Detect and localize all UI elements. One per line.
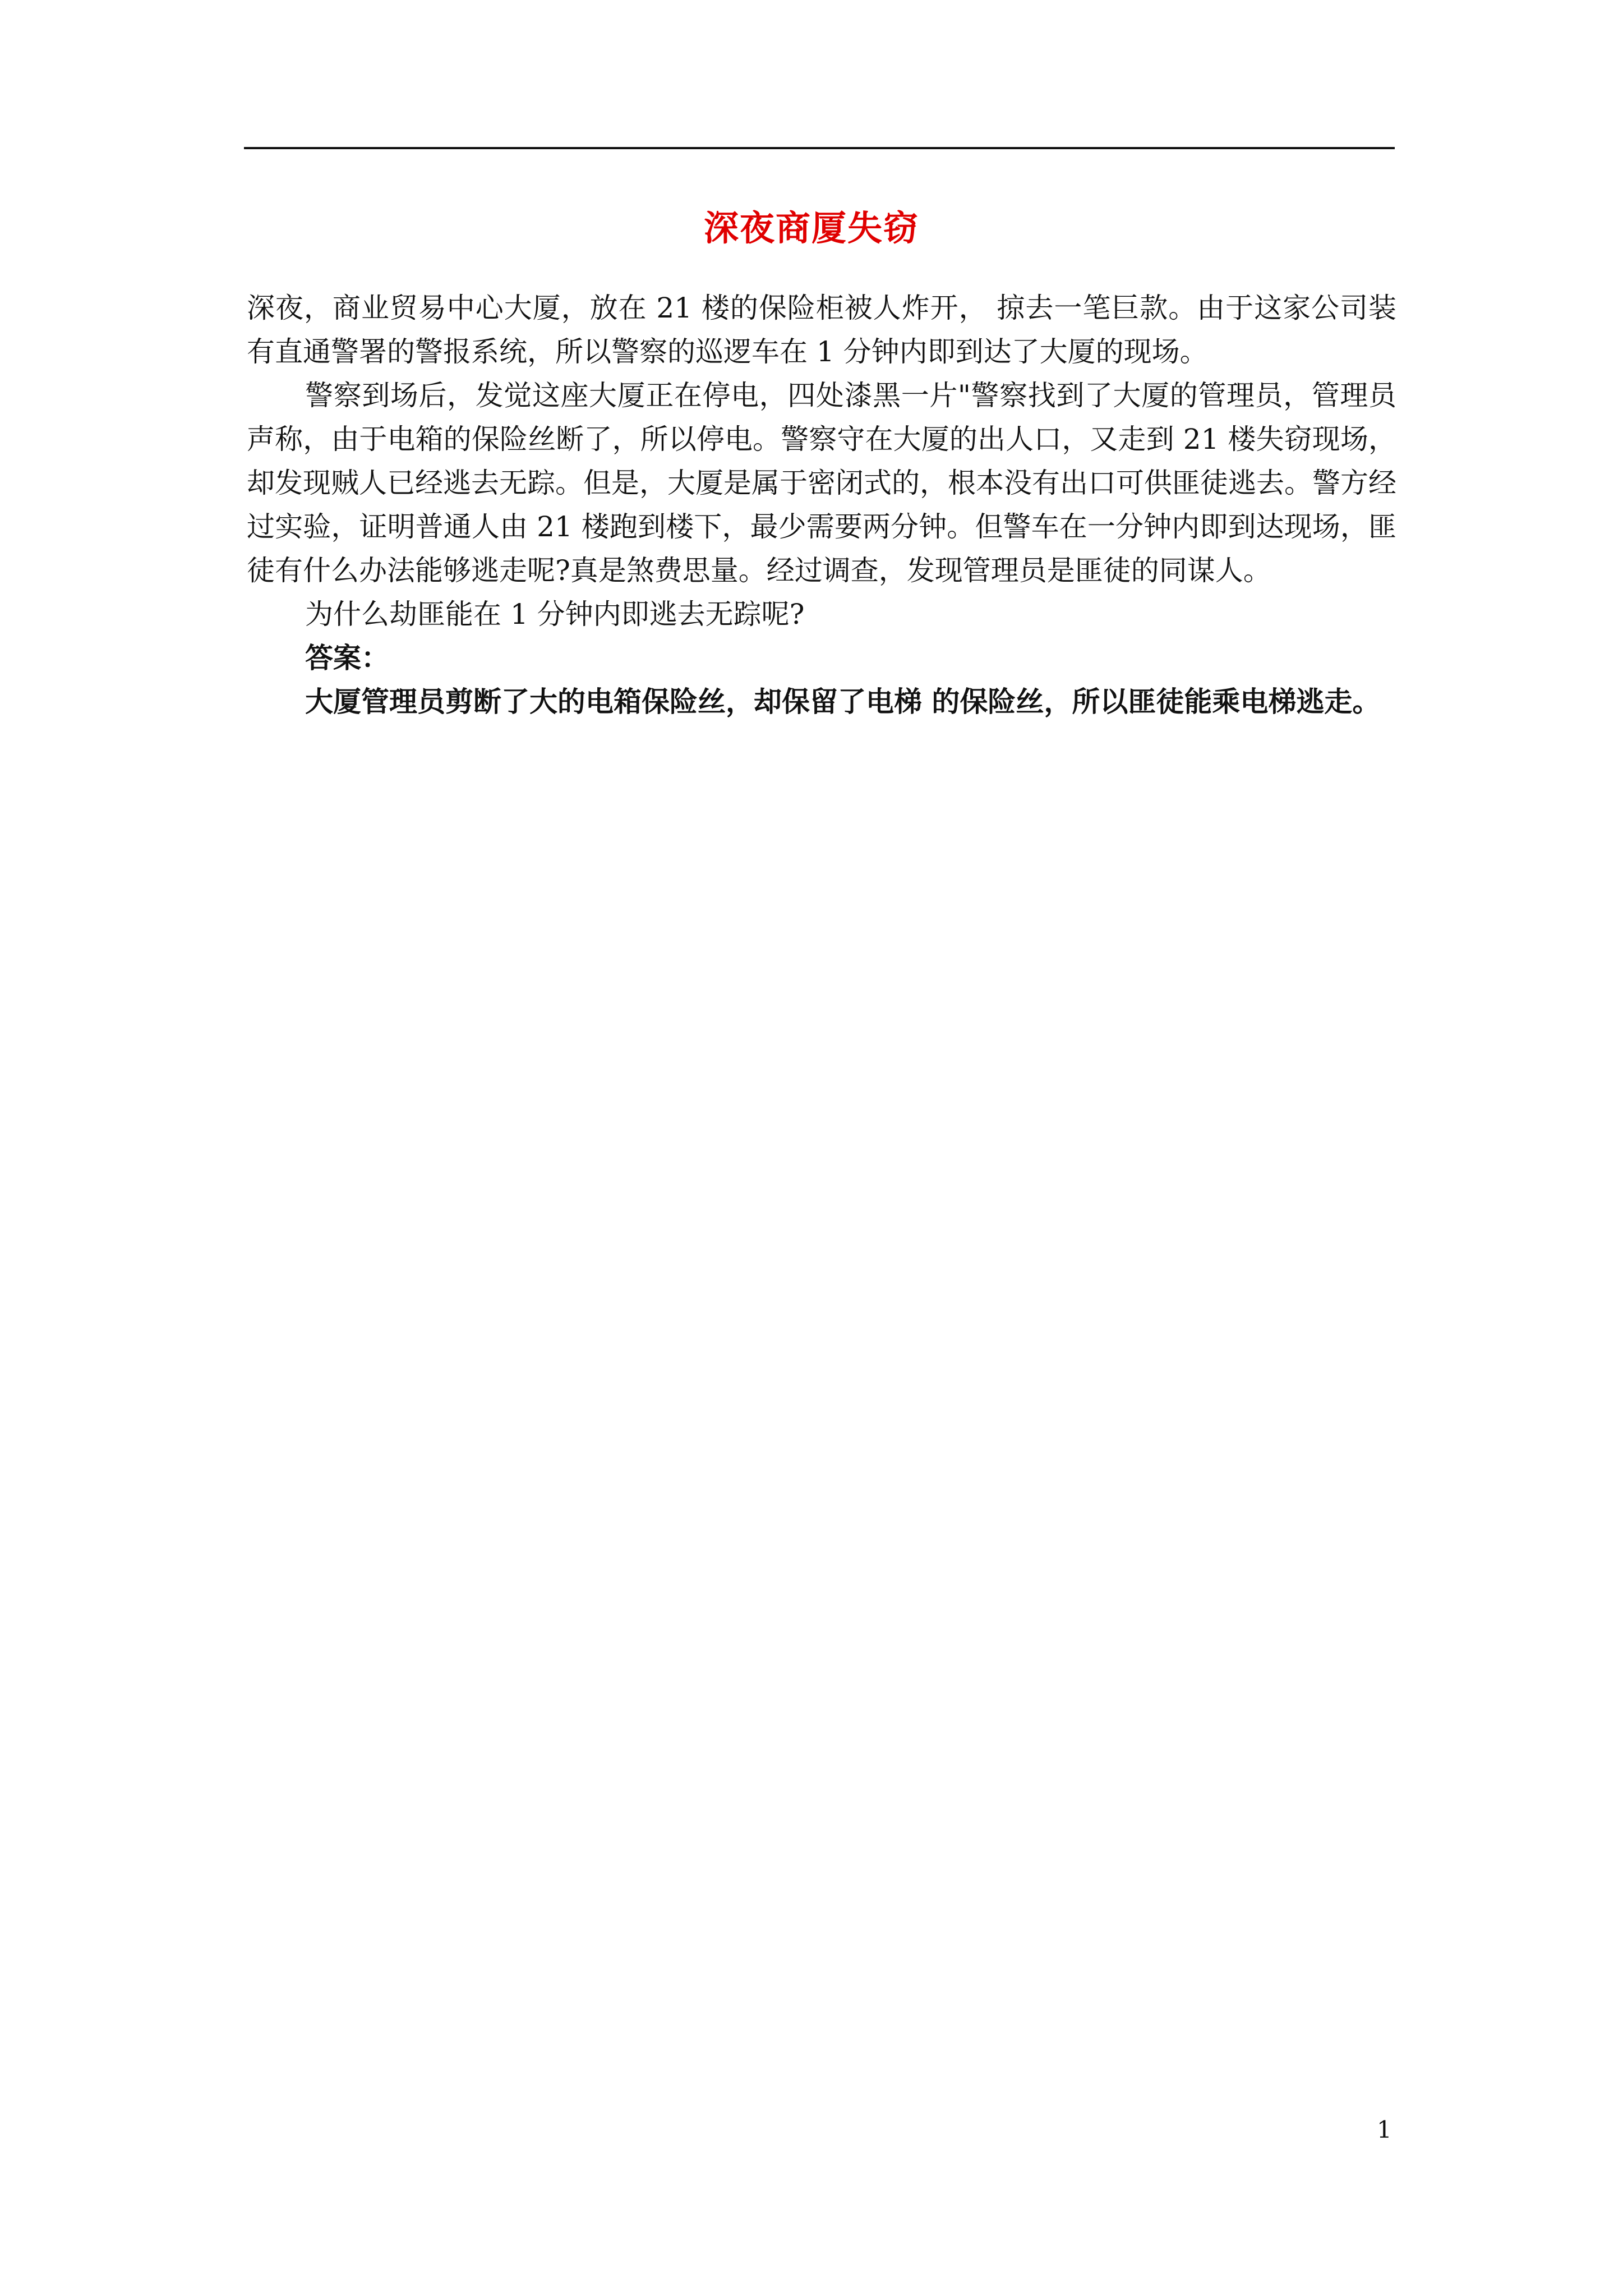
paragraph-1: 深夜，商业贸易中心大厦，放在 21 楼的保险柜被人炸开， 掠去一笔巨款。由于这家公司装有直通警署的警报系统，所以警察的巡逻车在 1 分钟内即到达了大厦的现场。 [247,292,1396,368]
answer-text: 大厦管理员剪断了大的电箱保险丝，却保留了电梯 的保险丝，所以匪徒能乘电梯逃走。 [305,685,1381,718]
paragraph-2: 警察到场后，发觉这座大厦正在停电，四处漆黑一片"警察找到了大厦的管理员，管理员声称，由于电箱的保险丝断了，所以停电。警察守在大厦的出人口，又走到 21 楼失窃现场，却发现贼人已经逃去无踪。但是，大厦是属于密闭式的，根本没有出口可供匪徒逃去。警方经过实验，证明普通人由 21 楼跑到楼下，最少需要两分钟。但警车在一分钟内即到达现场，匪徒有什么办法能够逃走呢?真是煞费思量。经过调查，发现管理员是匪徒的同谋人。 [247,379,1396,587]
document-title: 深夜商厦失窃 [703,208,919,249]
page-number: 1 [1377,2116,1392,2143]
answer-label: 答案： [305,641,389,674]
question-paragraph: 为什么劫匪能在 1 分钟内即逃去无踪呢? [305,598,805,631]
header-divider [244,147,1395,149]
document-body [247,286,1396,724]
